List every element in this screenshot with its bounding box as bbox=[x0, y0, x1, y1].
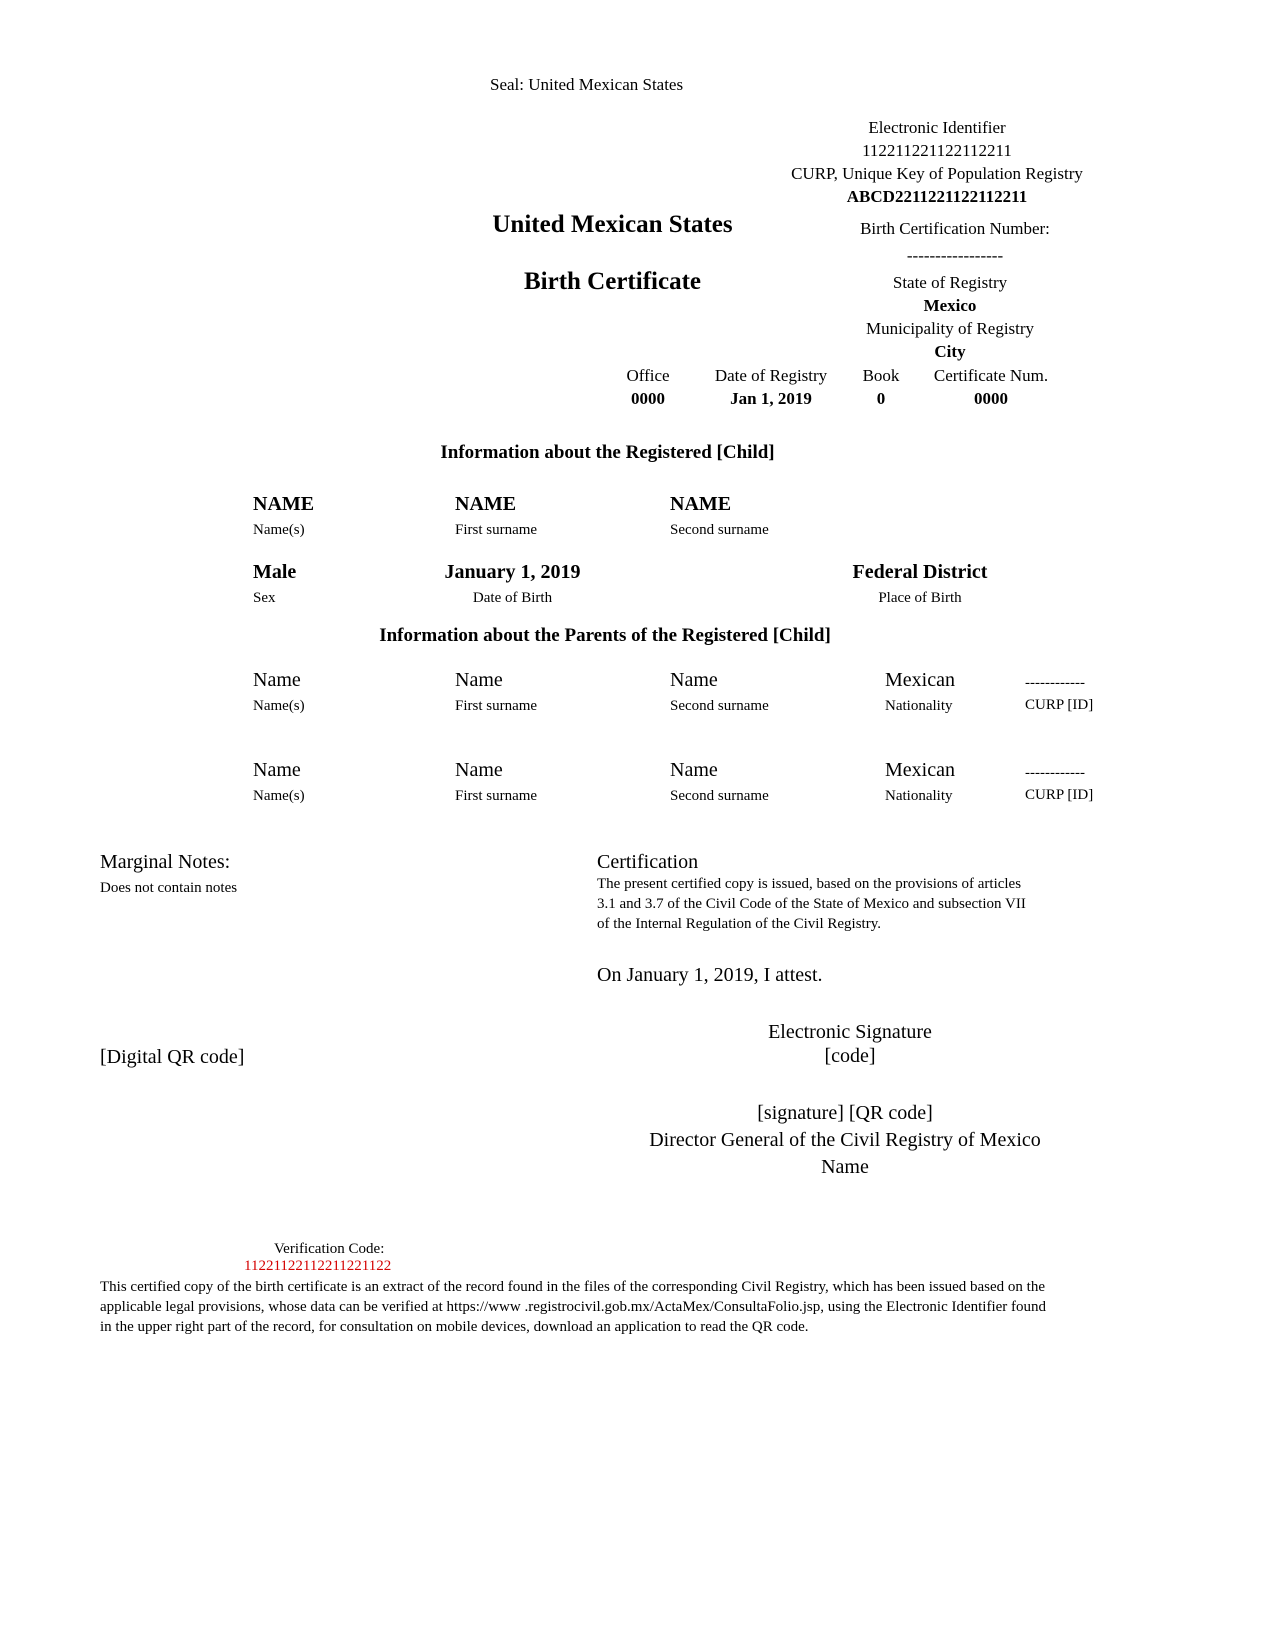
field-label: Place of Birth bbox=[878, 590, 962, 606]
field-label: First surname bbox=[455, 698, 538, 714]
field-value: Name bbox=[253, 669, 301, 691]
parent1-second-surname-field bbox=[670, 668, 769, 715]
field-label: CURP [ID] bbox=[1025, 697, 1094, 713]
state-of-registry-label: State of Registry bbox=[892, 273, 1008, 292]
registry-row bbox=[600, 364, 1066, 410]
field-label: Second surname bbox=[670, 698, 769, 714]
child-names-field bbox=[253, 492, 314, 539]
parent2-nationality-field bbox=[885, 758, 955, 805]
field-label: Nationality bbox=[885, 698, 953, 714]
field-label: Date of Birth bbox=[472, 590, 553, 606]
footer-line: applicable legal provisions, whose data can be verified at https://www .registrocivil.gob.mx/ActaMex/ConsultaFolio.jsp, using the Electronic Identifier found bbox=[100, 1299, 1047, 1315]
field-label: Name(s) bbox=[253, 788, 305, 804]
field-value: January 1, 2019 bbox=[444, 561, 581, 583]
field-value: NAME bbox=[670, 493, 732, 515]
registry-office-value: 0000 bbox=[631, 389, 665, 408]
field-value: Name bbox=[670, 669, 718, 691]
electronic-identifier-label: Electronic Identifier bbox=[868, 118, 1006, 137]
registry-date-value: Jan 1, 2019 bbox=[730, 389, 812, 408]
parent1-first-surname-field bbox=[455, 668, 537, 715]
field-label: Sex bbox=[253, 590, 276, 606]
birth-cert-number-block bbox=[750, 215, 1160, 269]
signature-code-placeholder: [code] bbox=[824, 1045, 876, 1067]
registry-office-label: Office bbox=[626, 366, 670, 385]
document-title: Birth Certificate bbox=[523, 268, 701, 295]
registry-location-block bbox=[750, 271, 1150, 363]
registry-certnum-label: Certificate Num. bbox=[933, 366, 1049, 385]
curp-label: CURP, Unique Key of Population Registry bbox=[791, 164, 1083, 183]
municipality-of-registry-value: City bbox=[934, 342, 966, 361]
certification-block bbox=[597, 850, 1127, 934]
field-label: Second surname bbox=[670, 788, 769, 804]
child-sex-field bbox=[253, 560, 296, 607]
parent2-names-field bbox=[253, 758, 305, 805]
birth-cert-number-label: Birth Certification Number: bbox=[860, 219, 1050, 238]
electronic-signature-label: Electronic Signature bbox=[768, 1021, 932, 1043]
signature-qr-placeholder: [signature] [QR code] bbox=[757, 1102, 933, 1124]
certification-body-line: of the Internal Regulation of the Civil Registry. bbox=[597, 916, 881, 932]
field-value: Name bbox=[670, 759, 718, 781]
title-block bbox=[430, 210, 795, 297]
electronic-signature-block bbox=[600, 1020, 1100, 1068]
parent2-second-surname-field bbox=[670, 758, 769, 805]
parent1-nationality-field bbox=[885, 668, 955, 715]
field-value: ------------ bbox=[1025, 765, 1085, 781]
field-value: NAME bbox=[455, 493, 517, 515]
child-dob-field bbox=[420, 560, 605, 607]
certification-body-line: 3.1 and 3.7 of the Civil Code of the State of Mexico and subsection VII bbox=[597, 896, 1026, 912]
state-of-registry-value: Mexico bbox=[923, 296, 977, 315]
certification-heading: Certification bbox=[597, 851, 699, 873]
verification-code-label: Verification Code: bbox=[274, 1241, 385, 1257]
certification-body-line: The present certified copy is issued, based on the provisions of articles bbox=[597, 876, 1022, 892]
signer-name: Name bbox=[821, 1156, 869, 1178]
registry-date-label: Date of Registry bbox=[714, 366, 828, 385]
child-first-surname-field bbox=[455, 492, 537, 539]
registry-book-value: 0 bbox=[876, 389, 886, 408]
registry-book-label: Book bbox=[862, 366, 900, 385]
field-label: Name(s) bbox=[253, 698, 305, 714]
field-value: Mexican bbox=[885, 759, 955, 781]
seal-text: Seal: United Mexican States bbox=[490, 75, 684, 94]
field-label: Nationality bbox=[885, 788, 953, 804]
curp-value: ABCD2211221122112211 bbox=[846, 187, 1028, 206]
marginal-notes-block bbox=[100, 850, 237, 898]
registry-col-certnum bbox=[916, 364, 1066, 410]
registry-certnum-value: 0000 bbox=[974, 389, 1008, 408]
birth-cert-number-value: ----------------- bbox=[906, 246, 1004, 265]
field-value: NAME bbox=[253, 493, 315, 515]
digital-qr-code-placeholder: [Digital QR code] bbox=[100, 1046, 245, 1068]
parent1-names-field bbox=[253, 668, 305, 715]
field-label: First surname bbox=[455, 788, 538, 804]
footer-line: in the upper right part of the record, for consultation on mobile devices, download an application to read the QR code. bbox=[100, 1319, 809, 1335]
signer-block bbox=[595, 1100, 1095, 1181]
registry-col-book bbox=[846, 364, 916, 410]
municipality-of-registry-label: Municipality of Registry bbox=[865, 319, 1035, 338]
signer-title: Director General of the Civil Registry of Mexico bbox=[649, 1129, 1041, 1151]
parent1-curp-field bbox=[1025, 668, 1093, 714]
footer-legal-paragraph bbox=[100, 1277, 1200, 1337]
parent2-first-surname-field bbox=[455, 758, 537, 805]
electronic-identifier-value: 112211221122112211 bbox=[862, 141, 1012, 160]
child-pob-field bbox=[830, 560, 1010, 607]
field-value: Name bbox=[253, 759, 301, 781]
field-value: Male bbox=[253, 561, 297, 583]
section-heading-registered: Information about the Registered [Child] bbox=[440, 442, 775, 463]
field-label: Name(s) bbox=[253, 522, 305, 538]
electronic-meta-block bbox=[712, 116, 1162, 208]
field-value: Name bbox=[455, 669, 503, 691]
field-value: ------------ bbox=[1025, 675, 1085, 691]
marginal-notes-text: Does not contain notes bbox=[100, 880, 238, 896]
attestation-text: On January 1, 2019, I attest. bbox=[597, 964, 823, 986]
field-value: Name bbox=[455, 759, 503, 781]
parent2-curp-field bbox=[1025, 758, 1093, 804]
field-value: Mexican bbox=[885, 669, 955, 691]
child-second-surname-field bbox=[670, 492, 769, 539]
footer-line: This certified copy of the birth certificate is an extract of the record found in the files of the corresponding Civil Registry, which has been issued based on the bbox=[100, 1279, 1045, 1295]
field-label: First surname bbox=[455, 522, 538, 538]
field-value: Federal District bbox=[852, 561, 988, 583]
marginal-notes-heading: Marginal Notes: bbox=[100, 851, 231, 873]
field-label: CURP [ID] bbox=[1025, 787, 1094, 803]
field-label: Second surname bbox=[670, 522, 769, 538]
registry-col-date bbox=[696, 364, 846, 410]
country-title: United Mexican States bbox=[492, 211, 733, 238]
verification-code-value: 11221122112211221122 bbox=[244, 1258, 392, 1274]
registry-col-office bbox=[600, 364, 696, 410]
section-heading-parents: Information about the Parents of the Registered [Child] bbox=[379, 625, 831, 646]
